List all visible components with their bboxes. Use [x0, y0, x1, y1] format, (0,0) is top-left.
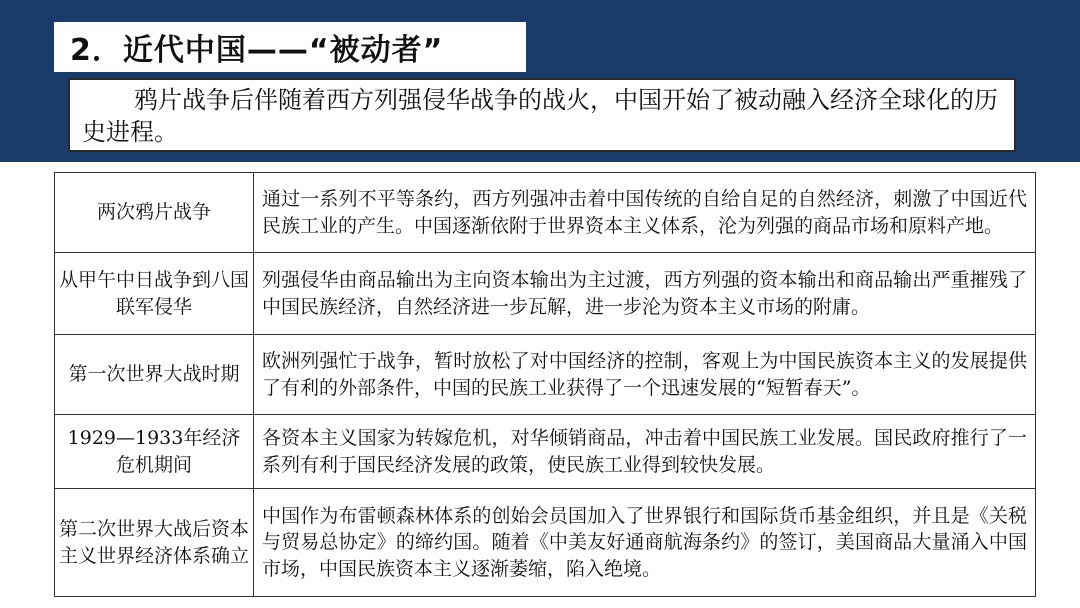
description-cell: 各资本主义国家为转嫁危机，对华倾销商品，冲击着中国民族工业发展。国民政府推行了一系列有利于国民经济发展的政策，使民族工业得到较快发展。 [254, 415, 1036, 489]
table-row [55, 253, 1036, 335]
history-table [54, 172, 1036, 597]
section-title: 2．近代中国——“被动者” [54, 22, 526, 72]
description-cell: 欧洲列强忙于战争，暂时放松了对中国经济的控制，客观上为中国民族资本主义的发展提供了有利的外部条件，中国的民族工业获得了一个迅速发展的“短暂春天”。 [254, 335, 1036, 415]
table-row [55, 489, 1036, 597]
description-cell: 中国作为布雷顿森林体系的创始会员国加入了世界银行和国际货币基金组织，并且是《关税与贸易总协定》的缔约国。随着《中美友好通商航海条约》的签订，美国商品大量涌入中国市场，中国民族资本主义逐渐萎缩，陷入绝境。 [254, 489, 1036, 597]
table-row [55, 415, 1036, 489]
table-row [55, 173, 1036, 253]
intro-paragraph: 鸦片战争后伴随着西方列强侵华战争的战火，中国开始了被动融入经济全球化的历史进程。 [68, 78, 1016, 152]
period-cell: 第二次世界大战后资本主义世界经济体系确立 [55, 489, 254, 597]
description-cell: 通过一系列不平等条约，西方列强冲击着中国传统的自给自足的自然经济，刺激了中国近代民族工业的产生。中国逐渐依附于世界资本主义体系，沦为列强的商品市场和原料产地。 [254, 173, 1036, 253]
period-cell: 1929—1933年经济危机期间 [55, 415, 254, 489]
period-cell: 第一次世界大战时期 [55, 335, 254, 415]
period-cell: 从甲午中日战争到八国联军侵华 [55, 253, 254, 335]
period-cell: 两次鸦片战争 [55, 173, 254, 253]
table-row [55, 335, 1036, 415]
description-cell: 列强侵华由商品输出为主向资本输出为主过渡，西方列强的资本输出和商品输出严重摧残了中国民族经济，自然经济进一步瓦解，进一步沦为资本主义市场的附庸。 [254, 253, 1036, 335]
